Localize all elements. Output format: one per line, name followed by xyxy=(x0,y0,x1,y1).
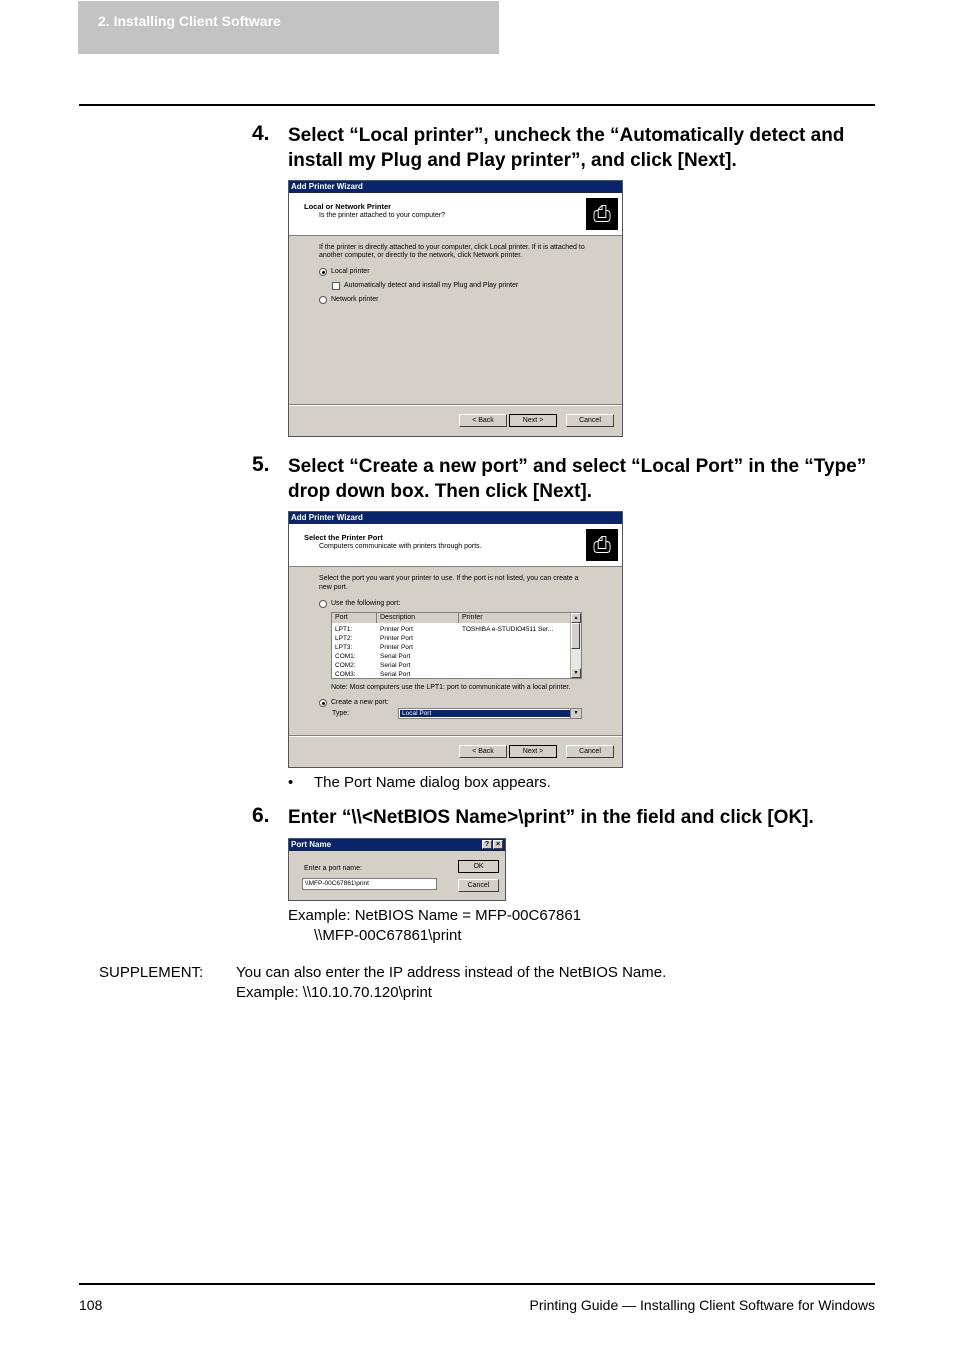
port-name-label: Enter a port name: xyxy=(304,865,362,872)
scroll-up-icon[interactable]: ▲ xyxy=(571,613,581,623)
printer-icon: ⎙ xyxy=(586,529,618,561)
description-cell: Printer Port xyxy=(380,635,413,642)
description-cell: Printer Port xyxy=(380,644,413,651)
dialog-titlebar: Add Printer Wizard xyxy=(289,181,622,193)
add-printer-wizard-dialog xyxy=(288,511,623,768)
auto-detect-checkbox[interactable] xyxy=(332,282,340,290)
supplement-text: You can also enter the IP address instead of the NetBIOS Name. xyxy=(236,964,667,981)
port-name-input[interactable]: \\MFP-00C67861\print xyxy=(302,878,437,890)
add-printer-wizard-dialog xyxy=(288,180,623,437)
step-number: 4. xyxy=(252,122,270,145)
back-button[interactable]: < Back xyxy=(459,745,507,758)
bullet-text: The Port Name dialog box appears. xyxy=(314,774,551,791)
back-button[interactable]: < Back xyxy=(459,414,507,427)
divider xyxy=(289,735,622,737)
intro-text: another computer, or directly to the network, click Network printer. xyxy=(319,252,523,259)
dialog-titlebar: Add Printer Wizard xyxy=(289,512,622,524)
port-type-value: Local Port xyxy=(400,710,570,717)
printer-icon: ⎙ xyxy=(586,198,618,230)
auto-detect-label: Automatically detect and install my Plug and Play printer xyxy=(344,282,519,289)
port-cell: COM3: xyxy=(335,671,356,678)
printer-cell: TOSHIBA e-STUDIO4511 Ser... xyxy=(462,626,554,633)
bullet-icon: • xyxy=(288,774,294,791)
top-rule xyxy=(79,104,875,106)
intro-text: Select the port you want your printer to use. If the port is not listed, you can create a xyxy=(319,575,579,582)
step-text: Select “Local printer”, uncheck the “Automatically detect and install my Plug and Play printer”, and click [Next]. xyxy=(288,125,845,171)
port-list[interactable] xyxy=(331,612,582,679)
next-button[interactable]: Next > xyxy=(509,745,557,758)
ok-button[interactable]: OK xyxy=(458,860,499,873)
port-type-dropdown[interactable] xyxy=(398,708,582,719)
close-icon[interactable]: × xyxy=(493,840,503,849)
scroll-down-icon[interactable]: ▼ xyxy=(571,668,581,678)
list-scrollbar[interactable] xyxy=(570,613,581,678)
wizard-header-subtitle: Is the printer attached to your computer? xyxy=(319,212,446,219)
column-header-port[interactable]: Port xyxy=(332,613,377,623)
help-icon[interactable]: ? xyxy=(482,840,492,849)
network-printer-label: Network printer xyxy=(331,296,379,303)
footer-title: Printing Guide — Installing Client Software for Windows xyxy=(529,1297,875,1313)
port-name-dialog xyxy=(288,838,506,901)
create-port-radio[interactable] xyxy=(319,699,327,707)
supplement-label: SUPPLEMENT: xyxy=(99,964,204,981)
description-cell: Serial Port xyxy=(380,662,411,669)
intro-text: If the printer is directly attached to your computer, click Local printer. If it is attached to xyxy=(319,244,585,251)
column-header-description[interactable]: Description xyxy=(377,613,459,623)
wizard-header-title: Select the Printer Port xyxy=(304,533,383,542)
section-header: 2. Installing Client Software xyxy=(78,1,499,54)
step-text: Enter “\\<NetBIOS Name>\print” in the field and click [OK]. xyxy=(288,807,814,828)
supplement-text: Example: \\10.10.70.120\print xyxy=(236,984,432,1001)
wizard-header-subtitle: Computers communicate with printers through ports. xyxy=(319,543,482,550)
type-label: Type: xyxy=(332,710,350,717)
intro-text: new port. xyxy=(319,584,348,591)
chevron-down-icon[interactable]: ▼ xyxy=(570,709,581,718)
next-button[interactable]: Next > xyxy=(509,414,557,427)
step-number: 5. xyxy=(252,453,270,476)
network-printer-radio[interactable] xyxy=(319,296,327,304)
port-cell: LPT2: xyxy=(335,635,353,642)
port-cell: COM1: xyxy=(335,653,356,660)
cancel-button[interactable]: Cancel xyxy=(566,745,614,758)
local-printer-label: Local printer xyxy=(331,268,370,275)
example-line: Example: NetBIOS Name = MFP-00C67861 xyxy=(288,907,582,924)
local-printer-radio[interactable] xyxy=(319,268,327,276)
wizard-header xyxy=(289,193,622,236)
description-cell: Serial Port xyxy=(380,671,411,678)
wizard-header-title: Local or Network Printer xyxy=(304,202,392,211)
step-number: 6. xyxy=(252,804,270,827)
description-cell: Printer Port xyxy=(380,626,413,633)
wizard-header xyxy=(289,524,622,567)
page-number: 108 xyxy=(79,1297,103,1313)
column-header-printer[interactable]: Printer xyxy=(459,613,572,623)
divider xyxy=(289,404,622,406)
example-line: \\MFP-00C67861\print xyxy=(314,927,462,944)
description-cell: Serial Port xyxy=(380,653,411,660)
scroll-thumb[interactable] xyxy=(571,623,580,649)
bottom-rule xyxy=(79,1283,875,1285)
port-cell: LPT3: xyxy=(335,644,353,651)
create-port-label: Create a new port: xyxy=(331,699,389,706)
dialog-title: Port Name xyxy=(291,840,332,849)
cancel-button[interactable]: Cancel xyxy=(566,414,614,427)
port-note: Note: Most computers use the LPT1: port to communicate with a local printer. xyxy=(331,684,571,691)
step-text: Select “Create a new port” and select “Local Port” in the “Type” drop down box. Then click [Next]. xyxy=(288,456,867,502)
port-cell: LPT1: xyxy=(335,626,353,633)
use-port-label: Use the following port: xyxy=(331,600,401,607)
dialog-titlebar xyxy=(289,839,505,851)
port-cell: COM2: xyxy=(335,662,356,669)
use-port-radio[interactable] xyxy=(319,600,327,608)
cancel-button[interactable]: Cancel xyxy=(458,879,499,892)
